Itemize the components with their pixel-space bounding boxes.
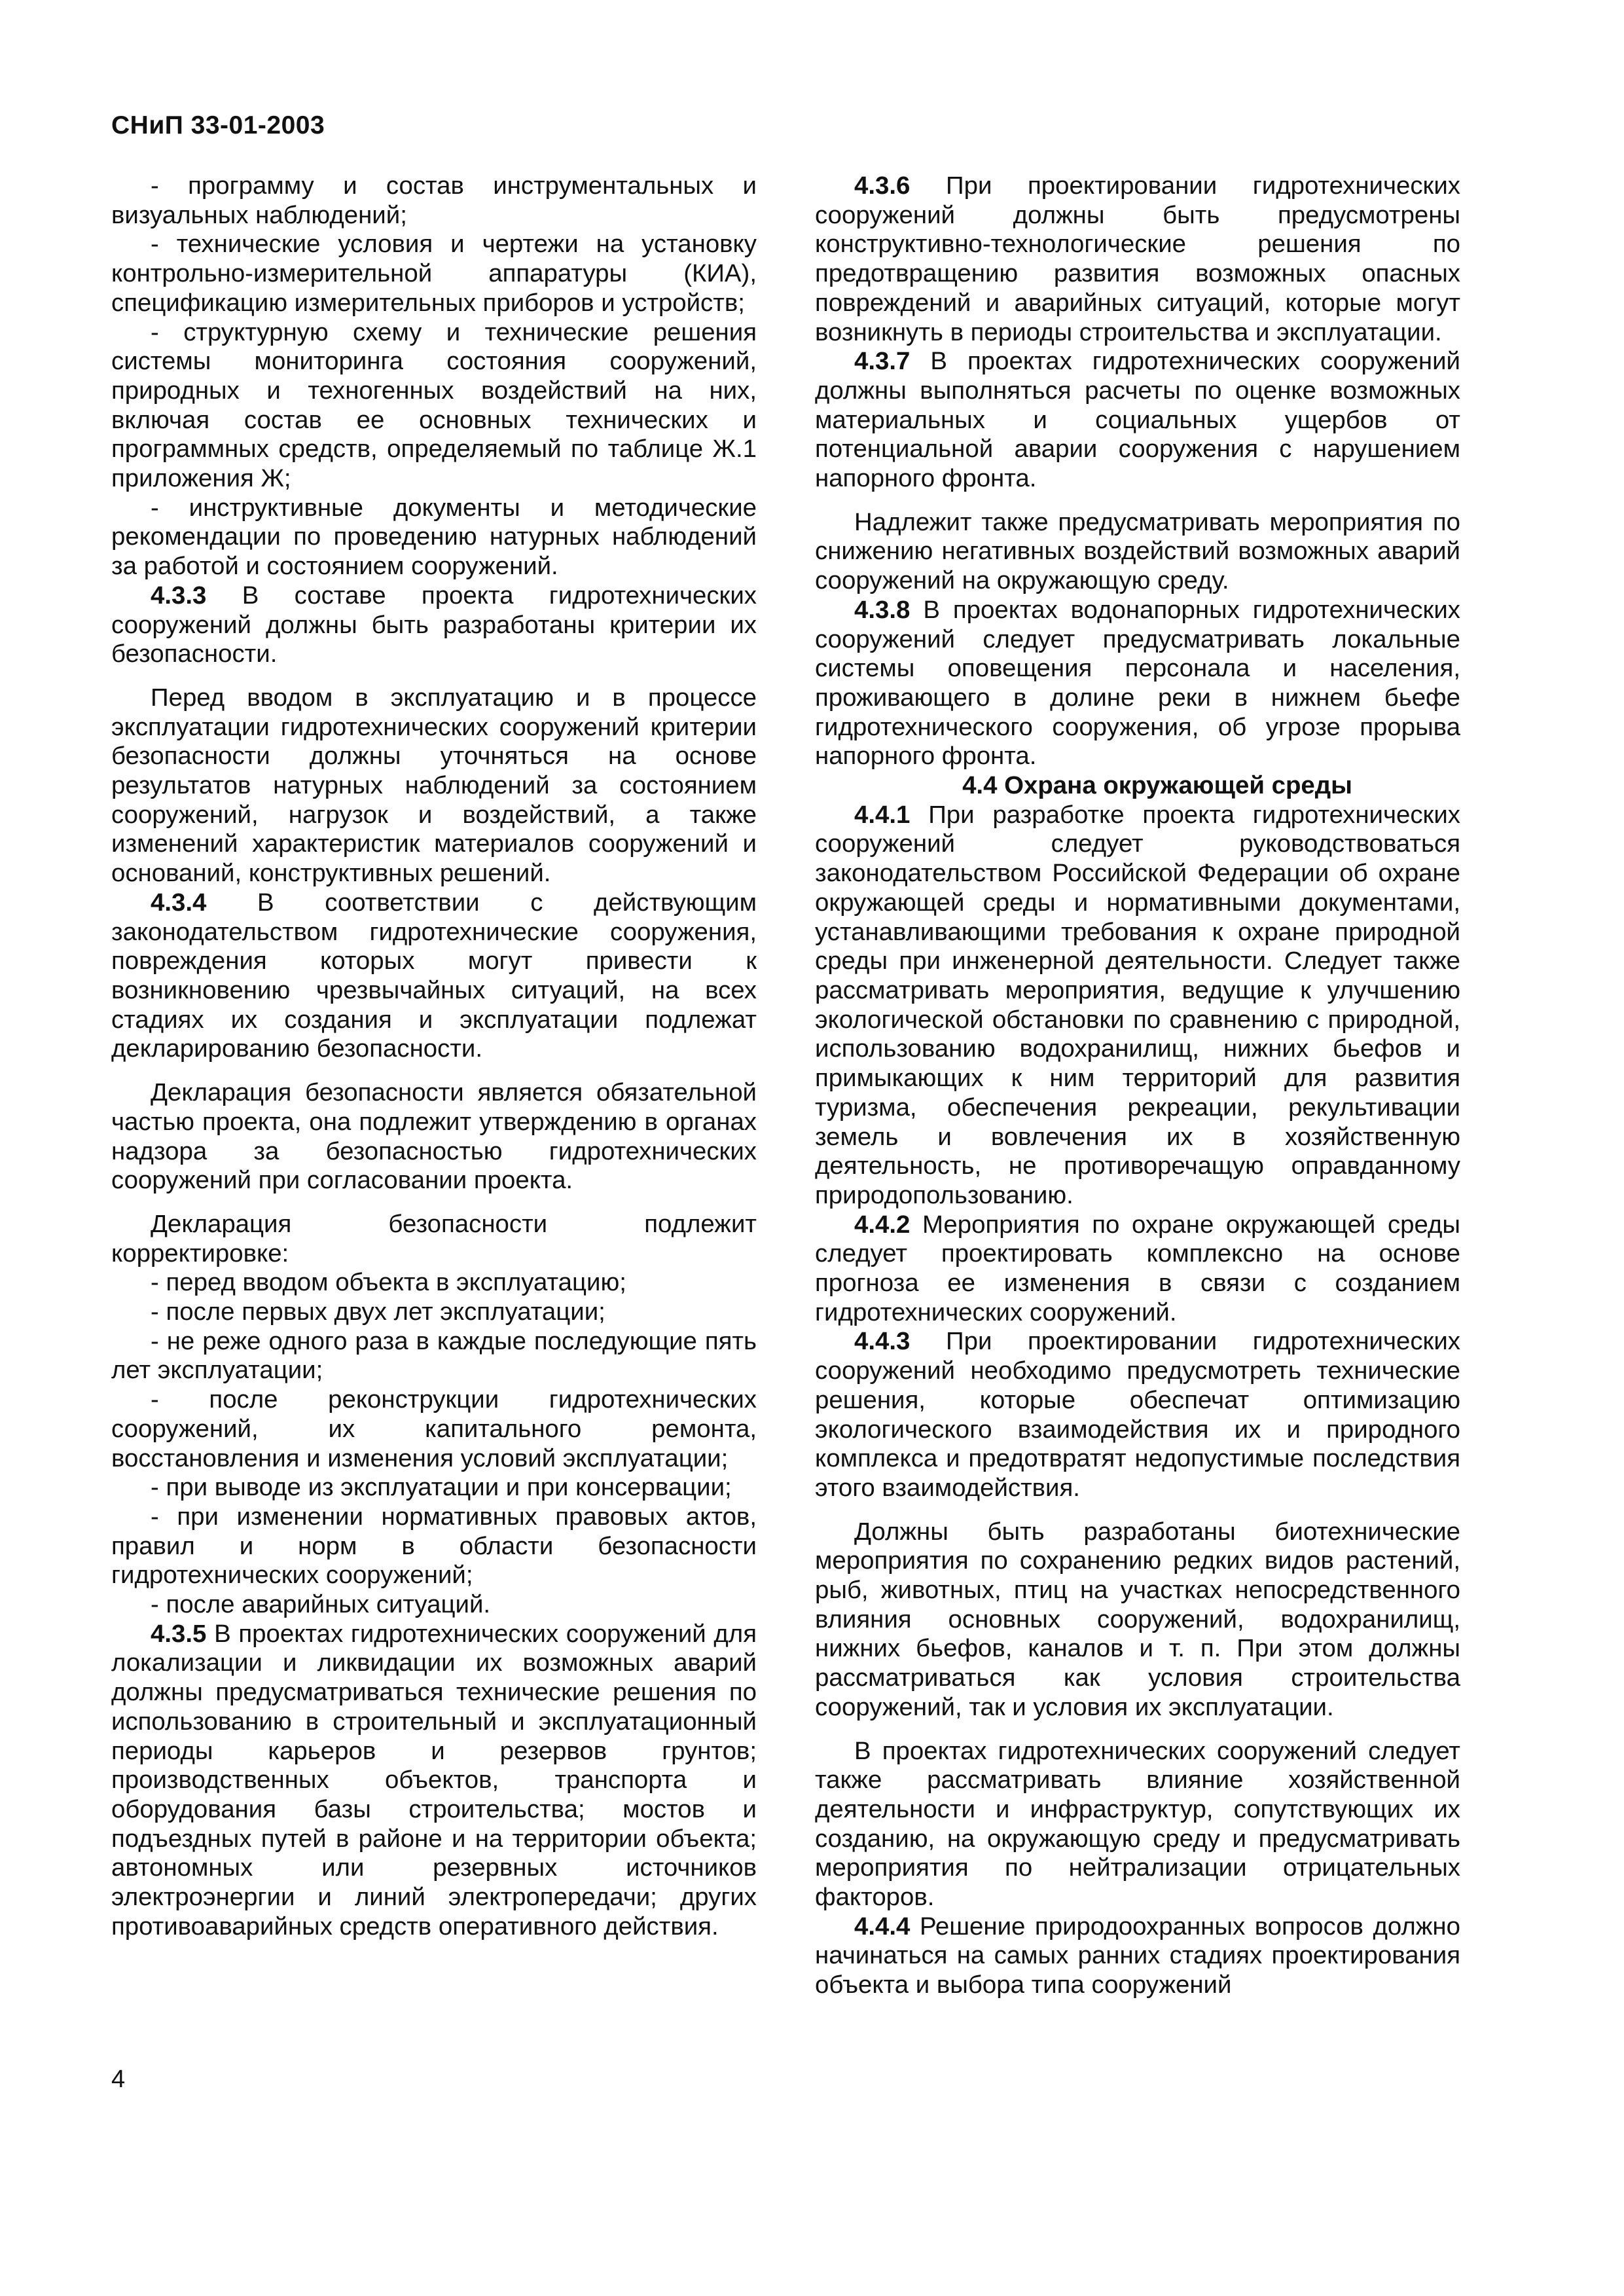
paragraph-safety-criteria: Перед вводом в эксплуатацию и в процессе эксплуатации гидротехнических сооружений критерии безопасности должны уточняться на основе результатов натурных наблюдений за состоянием сооружений, нагрузок и воздействий, а также изменений характеристик материалов сооружений и оснований, конструктивных решений. [111, 683, 757, 888]
list-item: - после аварийных ситуаций. [151, 1590, 491, 1619]
clause-text: В проектах водонапорных гидротехнических сооружений следует предусматривать локальные системы оповещения персонала и населения, проживающего в долине реки в нижнем бьефе гидротехнического сооружения, об угрозе прорыва напорного фронта. [815, 595, 1460, 771]
paragraph-biotechnical-measures: Должны быть разработаны биотехнические мероприятия по сохранению редких видов растений, рыб, животных, птиц на участках непосредственного влияния основных сооружений, водохранилищ, нижних бьефов, каналов и т. п. При этом должны рассматриваться как условия строительства сооружений, так и условия их эксплуатации. [815, 1517, 1460, 1721]
clause-text: При проектировании гидротехнических сооружений должны быть предусмотрены конструктивно-технологические решения по предотвращению развития возможных опасных повреждений и аварийных ситуаций, которые могут возникнуть в периоды строительства и эксплуатации. [815, 172, 1460, 346]
clause-number: 4.4.4 [854, 1912, 911, 1941]
clause-text: В проектах гидротехнических сооружений должны выполняться расчеты по оценке возможных материальных и социальных ущербов от потенциальной аварии сооружения с нарушением напорного фронта. [815, 347, 1460, 493]
clause-4-3-5 [111, 1620, 757, 1942]
clause-4-3-4 [111, 888, 757, 1064]
clause-4-4-2 [815, 1211, 1460, 1328]
clause-text: В соответствии с действующим законодательством гидротехнические сооружения, повреждения которых могут привести к возникновению чрезвычайных ситуаций, на всех стадиях их создания и эксплуатации подлежат декларированию безопасности. [111, 888, 757, 1063]
paragraph-declaration-correction: Декларация безопасности подлежит корректировке: [111, 1209, 757, 1267]
clause-text: В проектах гидротехнических сооружений для локализации и ликвидации их возможных аварий должны предусматриваться технические решения по использованию в строительный и эксплуатационный периоды карьеров и резервов грунтов; производственных объектов, транспорта и оборудования базы строительства; мостов и подъездных путей в районе и на территории объекта; автономных или резервных источников электроэнергии и линий электропередачи; других противоаварийных средств оперативного действия. [111, 1619, 757, 1941]
left-text-column [111, 172, 757, 1941]
clause-text: При проектировании гидротехнических сооружений необходимо предусмотреть технические решения, которые обеспечат оптимизацию экологического взаимодействия их и природного комплекса и предотвратят недопустимые последствия этого взаимодействия. [815, 1327, 1460, 1502]
clause-number: 4.4.2 [854, 1210, 911, 1239]
clause-text: Мероприятия по охране окружающей среды следует проектировать комплексно на основе прогноза ее изменения в связи с созданием гидротехнических сооружений. [815, 1210, 1460, 1326]
clause-number: 4.3.4 [151, 888, 207, 917]
clause-text: При разработке проекта гидротехнических сооружений следует руководствоваться законодательством Российской Федерации об охране окружающей среды и нормативными документами, устанавливающими требования к охране природной среды при инженерной деятельности. Следует также рассматривать мероприятия, ведущие к улучшению экологической обстановки по сравнению с природной, использованию водохранилищ, нижних бьефов и примыкающих к ним территорий для развития туризма, обеспечения рекреации, рекультивации земель и вовлечения их в хозяйственную деятельность, не противоречащую оправданному природопользованию. [815, 800, 1460, 1209]
clause-4-4-3 [815, 1327, 1460, 1503]
clause-text: Решение природоохранных вопросов должно начинаться на самых ранних стадиях проектирования объекта и выбора типа сооружений [815, 1912, 1460, 1999]
paragraph-accident-mitigation: Надлежит также предусматривать мероприятия по снижению негативных воздействий возможных аварий сооружений на окружающую среду. [815, 507, 1460, 595]
clause-number: 4.4.1 [854, 800, 911, 829]
clause-text: В составе проекта гидротехнических сооружений должны быть разработаны критерии их безопасности. [111, 581, 757, 668]
clause-4-4-1 [815, 801, 1460, 1211]
document-code-header: СНиП 33-01-2003 [111, 111, 325, 139]
clause-number: 4.3.8 [854, 595, 911, 624]
page-number: 4 [111, 2066, 126, 2093]
list-item: - перед вводом объекта в эксплуатацию; [151, 1268, 626, 1297]
clause-4-3-7 [815, 347, 1460, 494]
clause-number: 4.3.5 [151, 1619, 207, 1648]
clause-number: 4.3.3 [151, 581, 207, 610]
clause-4-3-6 [815, 172, 1460, 347]
list-item: - при выводе из эксплуатации и при консервации; [151, 1473, 732, 1502]
clause-4-4-4 [815, 1912, 1460, 2000]
paragraph-observation-program: - программу и состав инструментальных и визуальных наблюдений; [111, 172, 757, 229]
paragraph-safety-declaration: Декларация безопасности является обязательной частью проекта, она подлежит утверждению в органах надзора за безопасностью гидротехнических сооружений при согласовании проекта. [111, 1078, 757, 1195]
paragraph-monitoring-scheme: - структурную схему и технические решения системы мониторинга состояния сооружений, природных и техногенных воздействий на них, включая состав ее основных технических и программных средств, определяемый по таблице Ж.1 приложения Ж; [111, 318, 757, 493]
paragraph-economic-influence: В проектах гидротехнических сооружений следует также рассматривать влияние хозяйственной деятельности и инфраструктур, сопутствующих их созданию, на окружающую среду и предусматривать мероприятия по нейтрализации отрицательных факторов. [815, 1736, 1460, 1912]
clause-4-3-8 [815, 596, 1460, 771]
list-item: - не реже одного раза в каждые последующие пять лет эксплуатации; [111, 1326, 757, 1385]
section-heading: 4.4 Охрана окружающей среды [962, 771, 1352, 800]
paragraph-instructive-documents: - инструктивные документы и методические рекомендации по проведению натурных наблюдений за работой и состоянием сооружений. [111, 493, 757, 581]
list-item: - при изменении нормативных правовых актов, правил и норм в области безопасности гидротехнических сооружений; [111, 1502, 757, 1590]
clause-number: 4.3.6 [854, 172, 911, 200]
list-item: - после реконструкции гидротехнических сооружений, их капитального ремонта, восстановления и изменения условий эксплуатации; [111, 1385, 757, 1472]
paragraph-technical-conditions: - технические условия и чертежи на установку контрольно-измерительной аппаратуры (КИА), спецификацию измерительных приборов и устройств; [111, 230, 757, 317]
list-item: - после первых двух лет эксплуатации; [151, 1298, 605, 1326]
clause-number: 4.4.3 [854, 1327, 911, 1356]
clause-number: 4.3.7 [854, 347, 911, 376]
right-text-column [815, 172, 1460, 2000]
clause-4-3-3 [111, 581, 757, 669]
